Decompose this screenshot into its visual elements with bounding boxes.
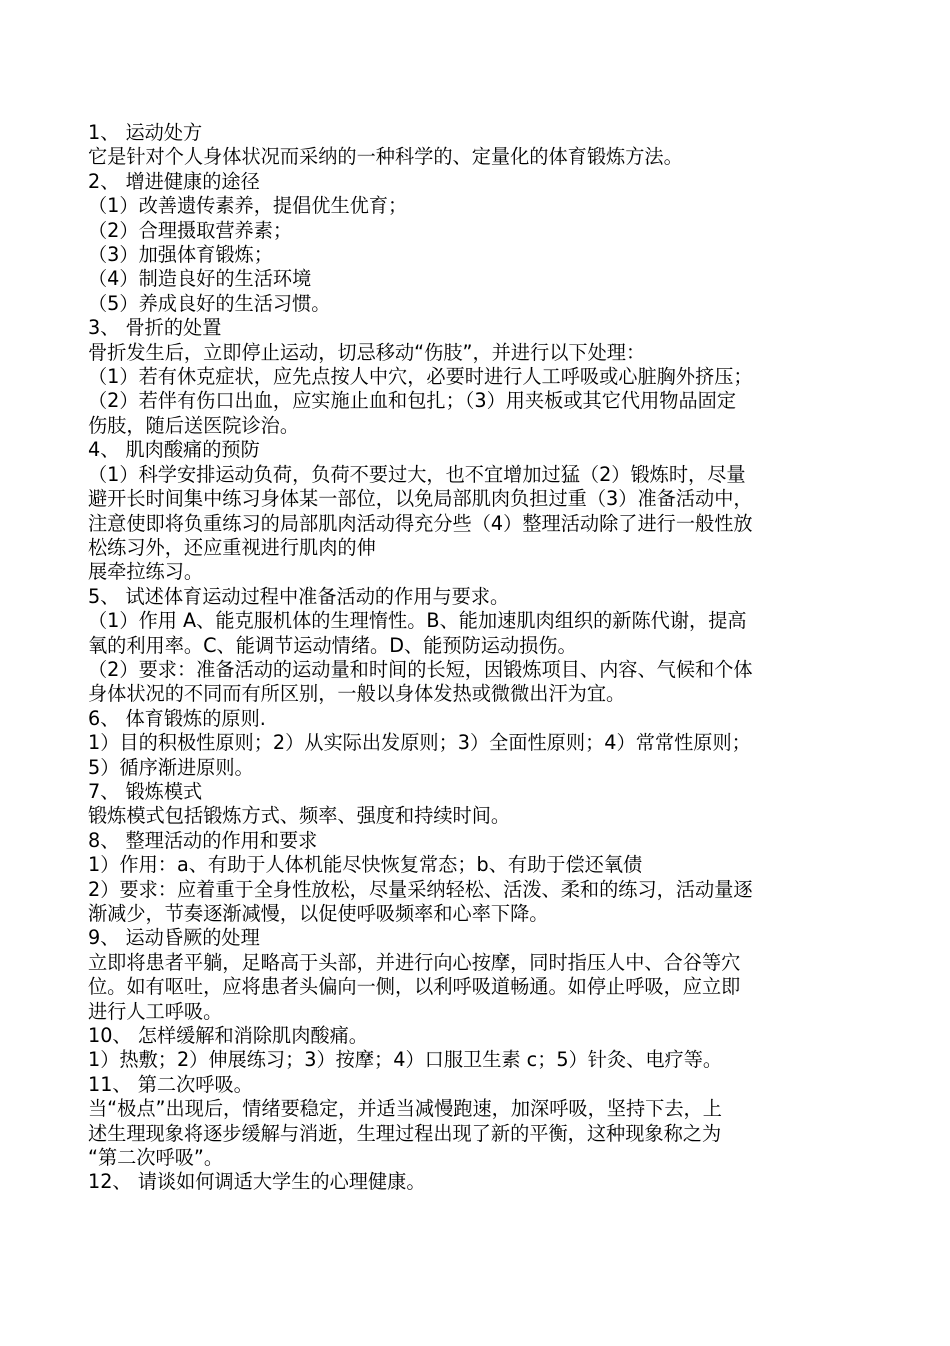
list-item: （3）加强体育锻炼； (88, 243, 273, 267)
heading-5: 5、 试述体育运动过程中准备活动的作用与要求。 (88, 584, 510, 608)
paragraph-line: （1）科学安排运动负荷，负荷不要过大，也不宜增加过猛（2）锻炼时，尽量 (88, 462, 746, 486)
paragraph-line: 伤肢，随后送医院诊治。 (88, 413, 300, 437)
heading-1: 1、 运动处方 (88, 121, 203, 144)
paragraph-line: 它是针对个人身体状况而采纳的一种科学的、定量化的体育锻炼方法。 (88, 145, 683, 169)
heading-12: 12、 请谈如何调适大学生的心理健康。 (88, 1170, 426, 1194)
paragraph-line: 渐减少，节奏逐渐减慢，以促使呼吸频率和心率下降。 (88, 902, 549, 925)
heading-9: 9、 运动昏厥的处理 (88, 926, 260, 950)
heading-3: 3、 骨折的处置 (88, 316, 222, 340)
paragraph-line: 身体状况的不同而有所区别，一般以身体发热或微微出汗为宜。 (88, 682, 626, 706)
paragraph-line: 5）循序渐进原则。 (88, 755, 254, 779)
heading-11: 11、 第二次呼吸。 (88, 1072, 253, 1096)
document-body (88, 121, 863, 1195)
paragraph-line: （2）要求：准备活动的运动量和时间的长短，因锻炼项目、内容、气候和个体 (88, 657, 753, 681)
heading-10: 10、 怎样缓解和消除肌肉酸痛。 (88, 1024, 368, 1048)
paragraph-line: 1）作用：a、有助于人体机能尽快恢复常态；b、有助于偿还氧债 (88, 853, 643, 877)
paragraph-line: 避开长时间集中练习身体某一部位，以免局部肌肉负担过重（3）准备活动中， (88, 487, 753, 511)
heading-7: 7、 锻炼模式 (88, 779, 203, 803)
heading-8: 8、 整理活动的作用和要求 (88, 828, 318, 852)
list-item: （1）改善遗传素养，提倡优生优育； (88, 194, 408, 218)
paragraph-line: 立即将患者平躺，足略高于头部，并进行向心按摩，同时指压人中、合谷等穴 (88, 950, 741, 974)
heading-6: 6、 体育锻炼的原则. (88, 706, 266, 730)
paragraph-line: 当“极点”出现后，情绪要稳定，并适当减慢跑速，加深呼吸，坚持下去，上 (88, 1097, 722, 1121)
paragraph-line: 骨折发生后，立即停止运动，切忌移动“伤肢”，并进行以下处理： (88, 340, 646, 364)
list-item: （4）制造良好的生活环境 (88, 267, 312, 291)
paragraph-line: 位。如有呕吐，应将患者头偏向一侧，以利呼吸道畅通。如停止呼吸，应立即 (88, 975, 741, 999)
paragraph-line: （2）若伴有伤口出血，应实施止血和包扎；（3）用夹板或其它代用物品固定 (88, 389, 737, 413)
paragraph-line: “第二次呼吸”。 (88, 1146, 224, 1170)
paragraph-line: 1）热敷；2）伸展练习；3）按摩；4）口服卫生素 c；5）针灸、电疗等。 (88, 1048, 723, 1072)
paragraph-line: 2）要求：应着重于全身性放松，尽量采纳轻松、活泼、柔和的练习，活动量逐 (88, 877, 753, 901)
paragraph-line: 松练习外，还应重视进行肌肉的伸 (88, 535, 376, 559)
paragraph-line: 进行人工呼吸。 (88, 999, 223, 1023)
paragraph-line: （1）若有休克症状，应先点按人中穴，必要时进行人工呼吸或心脏胸外挤压； (88, 365, 753, 389)
list-item: （5）养成良好的生活习惯。 (88, 291, 331, 315)
paragraph-line: 注意使即将负重练习的局部肌肉活动得充分些（4）整理活动除了进行一般性放 (88, 511, 753, 535)
paragraph-line: 锻炼模式包括锻炼方式、频率、强度和持续时间。 (88, 804, 511, 828)
paragraph-line: 展牵拉练习。 (88, 560, 204, 584)
paragraph-line: （1）作用 A、能克服机体的生理惰性。B、能加速肌肉组织的新陈代谢，提高 (88, 609, 747, 633)
heading-2: 2、 增进健康的途径 (88, 169, 260, 193)
paragraph-line: 述生理现象将逐步缓解与消逝，生理过程出现了新的平衡，这种现象称之为 (88, 1121, 722, 1145)
list-item: （2）合理摄取营养素； (88, 218, 293, 242)
paragraph-line: 1）目的积极性原则；2）从实际出发原则；3）全面性原则；4）常常性原则； (88, 731, 751, 755)
heading-4: 4、 肌肉酸痛的预防 (88, 438, 260, 462)
paragraph-line: 氧的利用率。C、能调节运动情绪。D、能预防运动损伤。 (88, 633, 577, 657)
